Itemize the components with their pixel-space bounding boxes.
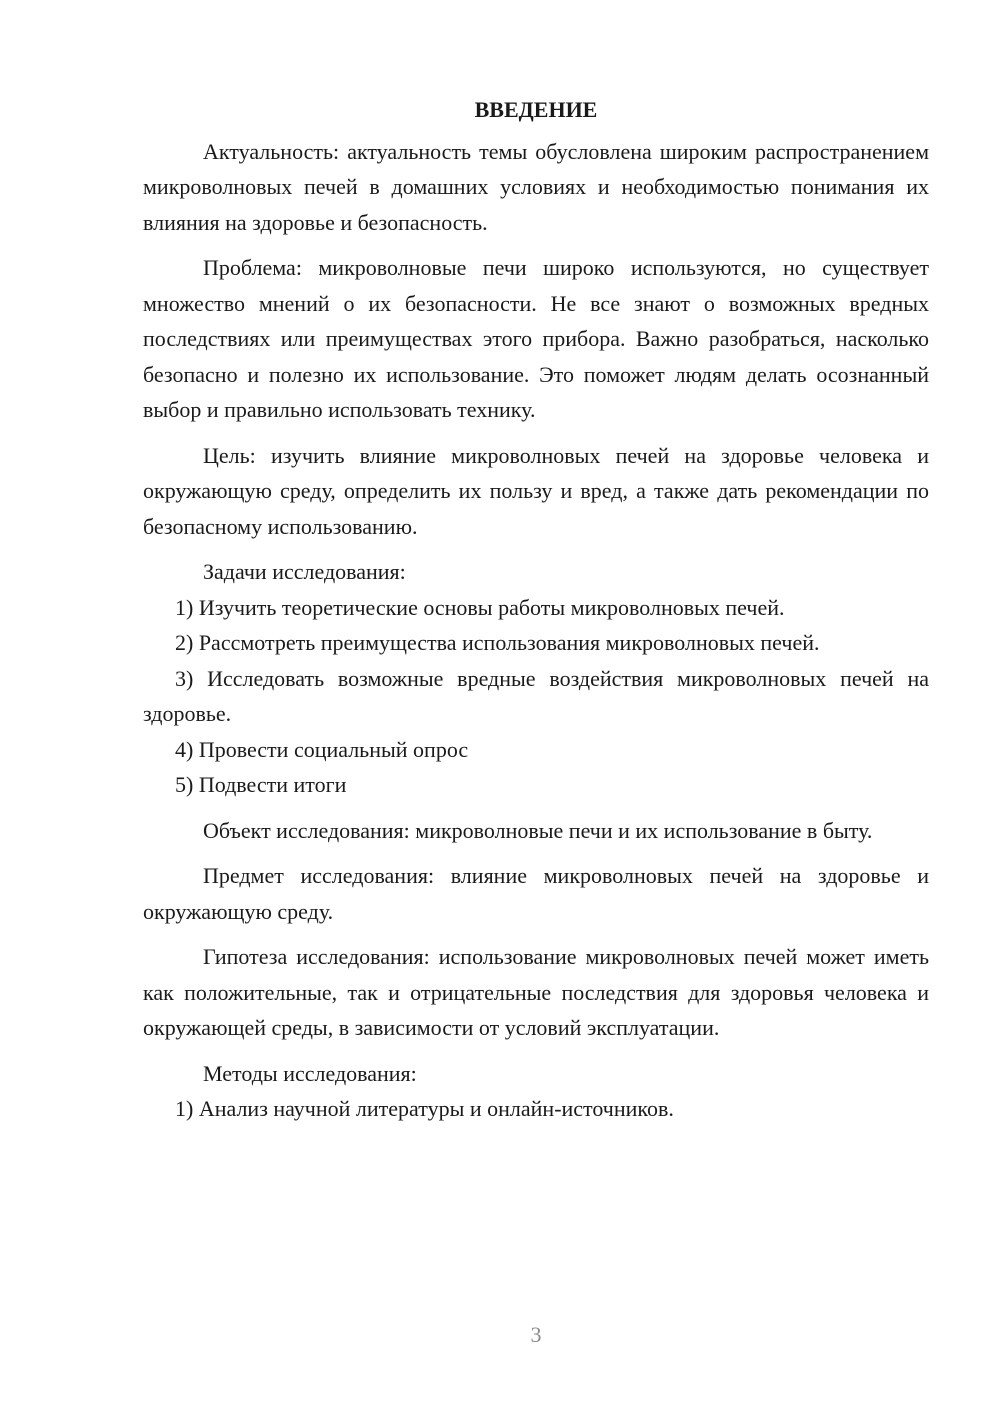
task-item-4: 4) Провести социальный опрос <box>175 736 469 762</box>
subject-paragraph: Предмет исследования: влияние микроволновых печей на здоровье и окружающую среду. <box>143 863 929 924</box>
page-number: 3 <box>530 1322 542 1347</box>
relevance-paragraph: Актуальность: актуальность темы обусловлена широким распространением микроволновых печей в домашних условиях и необходимостью понимания их влияния на здоровье и безопасность. <box>143 138 929 235</box>
task-item-2: 2) Рассмотреть преимущества использования микроволновых печей. <box>175 630 820 655</box>
section-title: ВВЕДЕНИЕ <box>474 97 598 122</box>
tasks-heading: Задачи исследования: <box>203 559 406 584</box>
object-paragraph: Объект исследования: микроволновые печи и их использование в быту. <box>203 817 873 843</box>
task-item-1: 1) Изучить теоретические основы работы микроволновых печей. <box>175 594 785 620</box>
methods-heading: Методы исследования: <box>203 1060 417 1086</box>
task-item-5: 5) Подвести итоги <box>175 772 347 797</box>
problem-paragraph: Проблема: микроволновые печи широко используются, но существует множество мнений о их безопасности. Не все знают о возможных вредных последствиях или преимуществах этого прибора. Важно разобраться, насколько безопасно и полезно их использование. Это поможет людям делать осознанный выбор и правильно использовать технику. <box>143 255 929 422</box>
hypothesis-paragraph: Гипотеза исследования: использование микроволновых печей может иметь как положительные, так и отрицательные последствия для здоровья человека и окружающей среды, в зависимости от условий эксплуатации. <box>143 944 929 1040</box>
task-item-3: 3) Исследовать возможные вредные воздействия микроволновых печей на здоровье. <box>143 665 929 726</box>
document-page <box>143 92 929 1127</box>
method-item-1: 1) Анализ научной литературы и онлайн-источников. <box>175 1096 674 1121</box>
goal-paragraph: Цель: изучить влияние микроволновых печей на здоровье человека и окружающую среду, определить их пользу и вред, а также дать рекомендации по безопасному использованию. <box>143 442 929 539</box>
